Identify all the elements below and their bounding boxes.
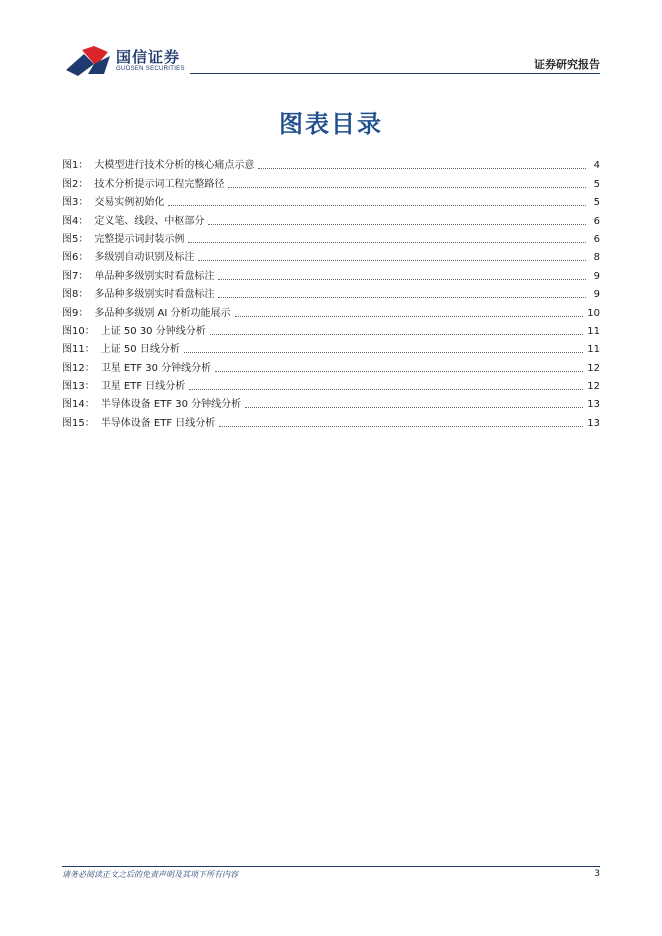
toc-entry-title: 卫星 ETF 30 分钟线分析 — [100, 362, 212, 374]
toc-entry-title: 上证 50 日线分析 — [100, 344, 180, 356]
brand-name-cn: 国信证券 — [116, 48, 181, 66]
toc-dot-leader — [218, 278, 586, 280]
report-type-label: 证券研究报告 — [534, 58, 600, 71]
toc-entry-page: 6 — [593, 215, 600, 227]
toc-entry-title: 单品种多级别实时看盘标注 — [94, 270, 215, 282]
toc-dot-leader — [210, 333, 584, 335]
toc-entry[interactable] — [62, 283, 600, 301]
toc-entry-number: 图3： — [62, 197, 89, 209]
toc-dot-leader — [219, 425, 583, 427]
toc-entry[interactable] — [62, 375, 600, 393]
toc-entry-page: 13 — [587, 399, 600, 411]
toc-dot-leader — [198, 259, 586, 261]
toc-dot-leader — [188, 241, 586, 243]
toc-entry-title: 上证 50 30 分钟线分析 — [100, 325, 206, 337]
page-title: 图表目录 — [279, 110, 383, 138]
toc-dot-leader — [218, 296, 586, 298]
toc-entry-title: 卫星 ETF 日线分析 — [100, 381, 186, 393]
toc-entry-number: 图1： — [62, 160, 89, 172]
toc-entry[interactable] — [62, 264, 600, 282]
header-divider — [190, 73, 600, 74]
toc-entry[interactable] — [62, 246, 600, 264]
toc-entry[interactable] — [62, 209, 600, 227]
toc-entry-page: 4 — [593, 160, 600, 172]
toc-entry-page: 9 — [593, 289, 600, 301]
toc-entry-number: 图5： — [62, 233, 89, 245]
footer-divider — [62, 866, 600, 867]
toc-entry-number: 图14： — [62, 399, 95, 411]
toc-entry-page: 12 — [587, 381, 600, 393]
toc-entry-title: 技术分析提示词工程完整路径 — [94, 178, 225, 190]
toc-dot-leader — [235, 315, 584, 317]
toc-entry-title: 多品种多级别实时看盘标注 — [94, 289, 215, 301]
toc-entry-number: 图11： — [62, 344, 95, 356]
brand-name-en: GUOSEN SECURITIES — [116, 66, 185, 72]
toc-dot-leader — [215, 370, 583, 372]
toc-dot-leader — [184, 351, 583, 353]
toc-entry-page: 8 — [593, 252, 600, 264]
toc-dot-leader — [168, 204, 586, 206]
toc-entry[interactable] — [62, 320, 600, 338]
toc-entry-page: 11 — [587, 325, 600, 337]
toc-entry-title: 多品种多级别 AI 分析功能展示 — [94, 307, 231, 319]
toc-entry-page: 10 — [587, 307, 600, 319]
toc-entry[interactable] — [62, 393, 600, 411]
toc-entry[interactable] — [62, 191, 600, 209]
toc-entry[interactable] — [62, 228, 600, 246]
toc-dot-leader — [245, 406, 583, 408]
toc-entry[interactable] — [62, 172, 600, 190]
toc-entry-title: 半导体设备 ETF 30 分钟线分析 — [100, 399, 242, 411]
toc-entry-page: 6 — [593, 233, 600, 245]
toc-entry-title: 半导体设备 ETF 日线分析 — [100, 417, 216, 429]
toc-entry-number: 图2： — [62, 178, 89, 190]
toc-entry-number: 图13： — [62, 381, 95, 393]
toc-entry-page: 13 — [587, 417, 600, 429]
toc-entry-number: 图9： — [62, 307, 89, 319]
page-header — [0, 0, 662, 80]
toc-entry-page: 9 — [593, 270, 600, 282]
guosen-logo-icon — [64, 44, 112, 78]
toc-entry-number: 图10： — [62, 325, 95, 337]
toc-entry-number: 图7： — [62, 270, 89, 282]
toc-dot-leader — [208, 223, 586, 225]
toc-dot-leader — [189, 388, 583, 390]
toc-entry-number: 图12： — [62, 362, 95, 374]
toc-entry-title: 定义笔、线段、中枢部分 — [94, 215, 205, 227]
toc-entry[interactable] — [62, 411, 600, 429]
toc-dot-leader — [258, 167, 586, 169]
toc-entry-number: 图4： — [62, 215, 89, 227]
toc-entry[interactable] — [62, 301, 600, 319]
toc-entry-page: 12 — [587, 362, 600, 374]
toc-entry-title: 大模型进行技术分析的核心痛点示意 — [94, 160, 255, 172]
toc-entry-number: 图6： — [62, 252, 89, 264]
toc-entry[interactable] — [62, 356, 600, 374]
toc-entry-page: 11 — [587, 344, 600, 356]
toc-entry-title: 完整提示词封装示例 — [94, 233, 185, 245]
footer-disclaimer: 请务必阅读正文之后的免责声明及其项下所有内容 — [62, 870, 238, 879]
toc-entry-page: 5 — [593, 178, 600, 190]
toc-entry-page: 5 — [593, 197, 600, 209]
toc-entry-number: 图15： — [62, 417, 95, 429]
toc-dot-leader — [228, 186, 586, 188]
page-number: 3 — [594, 869, 600, 879]
toc-entry[interactable] — [62, 154, 600, 172]
toc-entry-title: 交易实例初始化 — [94, 197, 165, 209]
figure-toc — [62, 154, 600, 430]
toc-entry[interactable] — [62, 338, 600, 356]
toc-entry-title: 多级别自动识别及标注 — [94, 252, 195, 264]
toc-entry-number: 图8： — [62, 289, 89, 301]
